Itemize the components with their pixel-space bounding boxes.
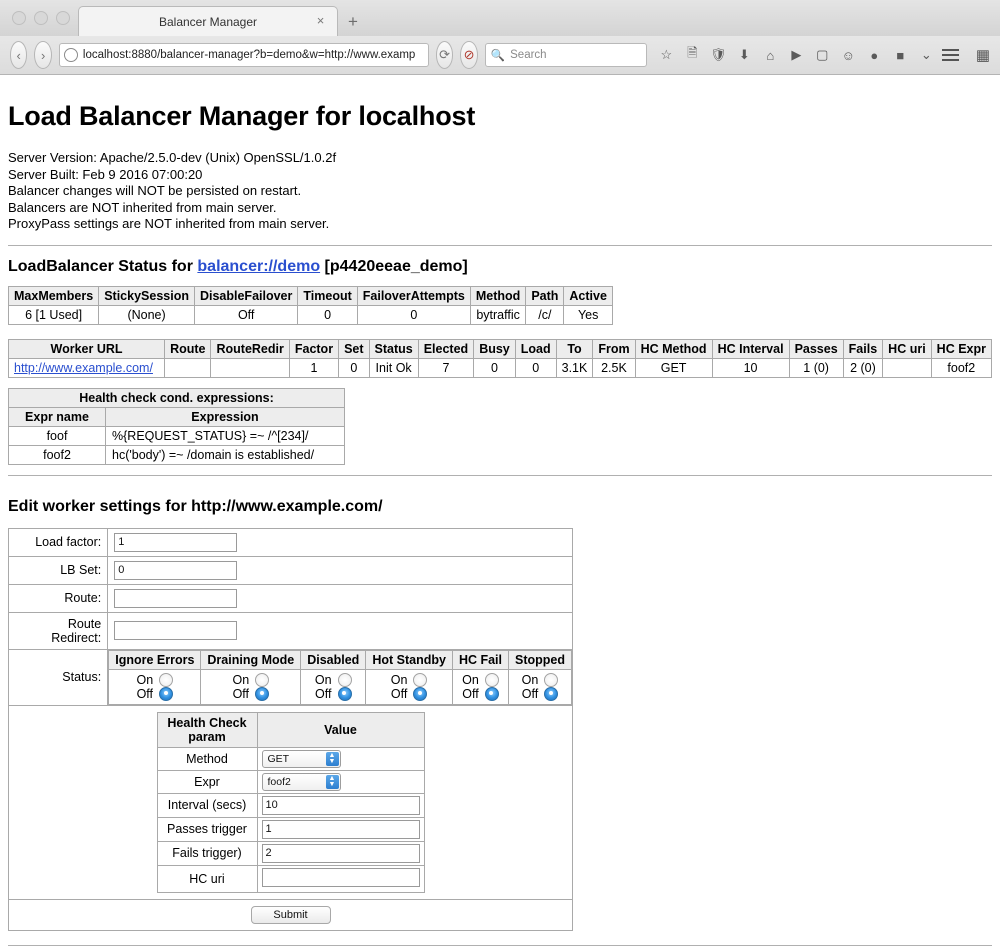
- cell-route: [165, 358, 211, 377]
- browser-chrome: [0, 0, 1000, 75]
- worker-settings-form: [8, 528, 573, 931]
- col-set: Set: [339, 339, 369, 358]
- radio-label-on: On: [521, 672, 539, 687]
- cell-fails: 2 (0): [843, 358, 883, 377]
- form-row-route: [9, 584, 573, 612]
- hc-method-select[interactable]: [262, 750, 341, 768]
- cell-disablefailover: Off: [194, 305, 297, 324]
- col-timeout: Timeout: [298, 286, 357, 305]
- menu-button[interactable]: [942, 49, 959, 61]
- radio-stopped-off[interactable]: [544, 687, 558, 701]
- bookmark-star-icon[interactable]: ☆: [660, 47, 673, 62]
- status-disabled: [301, 669, 366, 704]
- radio-hot-standby-on[interactable]: [413, 673, 427, 687]
- col-hc-fail: HC Fail: [452, 650, 508, 669]
- radio-group-hot-standby-on[interactable]: [372, 673, 446, 687]
- col-hc-expr: HC Expr: [931, 339, 991, 358]
- col-stopped: Stopped: [509, 650, 572, 669]
- radio-label-on: On: [232, 672, 250, 687]
- server-version: Server Version: Apache/2.5.0-dev (Unix) OpenSSL/1.0.2f: [8, 150, 337, 165]
- edit-worker-heading: Edit worker settings for http://www.example.com/: [8, 497, 383, 515]
- radio-label-on: On: [390, 672, 408, 687]
- col-worker-url: Worker URL: [9, 339, 165, 358]
- cell-hc-uri: [883, 358, 932, 377]
- hc-param-fails-cell: [257, 841, 424, 865]
- radio-group-disabled-on[interactable]: [307, 673, 359, 687]
- submit-button[interactable]: Submit: [251, 906, 331, 924]
- radio-label-on: On: [462, 672, 479, 687]
- cell-expression: hc('body') =~ /domain is established/: [106, 445, 345, 464]
- forward-button[interactable]: ›: [34, 41, 51, 69]
- radio-label-off: Off: [390, 686, 408, 701]
- hc-param-passes-cell: [257, 817, 424, 841]
- radio-label-on: On: [136, 672, 154, 687]
- hc-expr-caption: Health check cond. expressions:: [9, 388, 345, 407]
- hc-passes-input[interactable]: 1: [262, 820, 420, 839]
- hc-fails-input[interactable]: 2: [262, 844, 420, 863]
- table-row: [9, 305, 613, 324]
- hc-expr-value: foof2: [267, 775, 291, 788]
- col-expr-name: Expr name: [9, 407, 106, 426]
- cell-hc-interval: 10: [712, 358, 789, 377]
- radio-label-off: Off: [521, 686, 539, 701]
- battery-icon[interactable]: ■: [896, 47, 905, 63]
- balancer-heading-suffix: [p4420eeae_demo]: [324, 257, 468, 275]
- cell-stickysession: (None): [99, 305, 195, 324]
- window-controls[interactable]: [12, 11, 70, 25]
- address-bar[interactable]: [59, 43, 429, 67]
- hc-param-interval-label: Interval (secs): [157, 793, 257, 817]
- cell-maxmembers: 6 [1 Used]: [9, 305, 99, 324]
- col-hot-standby: Hot Standby: [366, 650, 453, 669]
- balancer-heading-prefix: LoadBalancer Status for: [8, 257, 193, 275]
- radio-group-draining-on[interactable]: [207, 673, 294, 687]
- tab-strip: [78, 0, 368, 36]
- worker-table: [8, 339, 992, 378]
- radio-group-ignore-errors-off[interactable]: [115, 687, 194, 701]
- radio-group-hot-standby-off[interactable]: [372, 687, 446, 701]
- status-grid: [108, 650, 572, 705]
- hc-param-uri-label: HC uri: [157, 865, 257, 892]
- table-row: [9, 358, 992, 377]
- col-fails: Fails: [843, 339, 883, 358]
- route-redirect-cell: [108, 612, 573, 649]
- persist-note: Balancer changes will NOT be persisted on restart.: [8, 183, 302, 198]
- table-row: [157, 865, 424, 892]
- health-check-expressions-table: [8, 388, 345, 465]
- home-icon[interactable]: ⌂: [766, 47, 775, 63]
- table-row: [157, 747, 424, 770]
- search-input[interactable]: Search: [510, 49, 547, 61]
- route-label: Route:: [9, 584, 108, 612]
- cell-factor: 1: [289, 358, 338, 377]
- radio-label-off: Off: [315, 686, 332, 701]
- status-cell: [108, 649, 573, 705]
- lb-set-label: LB Set:: [9, 556, 108, 584]
- hc-param-passes-label: Passes trigger: [157, 817, 257, 841]
- divider-top: [8, 245, 992, 246]
- page-content: [0, 75, 1000, 946]
- close-tab-icon[interactable]: ×: [316, 13, 325, 28]
- radio-group-stopped-off[interactable]: [515, 687, 565, 701]
- radio-draining-off[interactable]: [255, 687, 269, 701]
- col-status: Status: [369, 339, 418, 358]
- hc-param-fails-label: Fails trigger): [157, 841, 257, 865]
- radio-group-disabled-off[interactable]: [307, 687, 359, 701]
- hc-param-method-label: Method: [157, 747, 257, 770]
- inherit-note: Balancers are NOT inherited from main server.: [8, 199, 277, 215]
- cell-hc-method: GET: [635, 358, 712, 377]
- radio-ignore-errors-on[interactable]: [159, 673, 173, 687]
- radio-hc-fail-off[interactable]: [485, 687, 499, 701]
- library-icon[interactable]: ▦: [975, 47, 990, 64]
- close-window-button[interactable]: [12, 11, 26, 25]
- cell-expression: %{REQUEST_STATUS} =~ /^[234]/: [106, 426, 345, 445]
- col-hc-method: HC Method: [635, 339, 712, 358]
- table-header-row: [9, 407, 345, 426]
- hc-uri-input[interactable]: [262, 868, 420, 887]
- hc-expr-select[interactable]: [262, 773, 341, 791]
- col-to: To: [556, 339, 593, 358]
- status-radio-row: [109, 669, 572, 704]
- reload-button[interactable]: ⟳: [436, 41, 453, 69]
- cell-method: bytraffic: [470, 305, 525, 324]
- table-row: [157, 793, 424, 817]
- lb-set-cell: [108, 556, 573, 584]
- col-failoverattempts: FailoverAttempts: [357, 286, 470, 305]
- form-row-lb-set: [9, 556, 573, 584]
- cell-active: Yes: [564, 305, 613, 324]
- col-hc-value: Value: [257, 712, 424, 747]
- col-route: Route: [165, 339, 211, 358]
- status-ignore-errors: [109, 669, 201, 704]
- balancer-link[interactable]: balancer://demo: [197, 257, 321, 275]
- cell-to: 3.1K: [556, 358, 593, 377]
- col-ignore-errors: Ignore Errors: [109, 650, 201, 669]
- radio-disabled-on[interactable]: [338, 673, 352, 687]
- load-factor-input[interactable]: 1: [114, 533, 237, 552]
- hc-param-method-cell: [257, 747, 424, 770]
- hc-interval-input[interactable]: 10: [262, 796, 420, 815]
- cell-status: Init Ok: [369, 358, 418, 377]
- col-expression: Expression: [106, 407, 345, 426]
- route-input[interactable]: [114, 589, 237, 608]
- col-hc-uri: HC uri: [883, 339, 932, 358]
- table-row: [9, 426, 345, 445]
- search-bar[interactable]: [485, 43, 647, 67]
- cell-set: 0: [339, 358, 369, 377]
- hc-param-expr-cell: [257, 770, 424, 793]
- form-row-health-check: [9, 705, 573, 899]
- pocket-icon[interactable]: ▢: [816, 47, 829, 62]
- downloads-icon[interactable]: ⬇: [738, 47, 750, 62]
- radio-group-ignore-errors-on[interactable]: [115, 673, 194, 687]
- reader-view-icon[interactable]: 🗎: [687, 45, 698, 60]
- tab-balancer-manager[interactable]: [78, 6, 338, 36]
- col-stickysession: StickySession: [99, 286, 195, 305]
- route-redirect-label: Route Redirect:: [9, 612, 108, 649]
- divider-middle: [8, 475, 992, 476]
- col-hc-interval: HC Interval: [712, 339, 789, 358]
- proxypass-note: ProxyPass settings are NOT inherited from main server.: [8, 216, 330, 231]
- table-header-row: [9, 339, 992, 358]
- radio-group-hc-fail-off[interactable]: [459, 687, 502, 701]
- col-factor: Factor: [289, 339, 338, 358]
- col-hc-param: Health Check param: [157, 712, 257, 747]
- col-elected: Elected: [418, 339, 473, 358]
- radio-hc-fail-on[interactable]: [485, 673, 499, 687]
- balancer-status-heading: [8, 258, 992, 276]
- chevron-down-icon[interactable]: ⌄: [920, 47, 932, 62]
- radio-hot-standby-off[interactable]: [413, 687, 427, 701]
- toolbar-icons: [658, 47, 935, 64]
- col-disablefailover: DisableFailover: [194, 286, 297, 305]
- col-busy: Busy: [474, 339, 516, 358]
- col-draining-mode: Draining Mode: [201, 650, 301, 669]
- table-header-row: [157, 712, 424, 747]
- hc-param-interval-cell: [257, 793, 424, 817]
- col-routeredir: RouteRedir: [211, 339, 289, 358]
- form-row-status: [9, 649, 573, 705]
- cell-elected: 7: [418, 358, 473, 377]
- radio-group-hc-fail-on[interactable]: [459, 673, 502, 687]
- col-passes: Passes: [789, 339, 843, 358]
- cell-expr-name: foof2: [9, 445, 106, 464]
- col-path: Path: [526, 286, 564, 305]
- col-disabled: Disabled: [301, 650, 366, 669]
- col-maxmembers: MaxMembers: [9, 286, 99, 305]
- radio-draining-on[interactable]: [255, 673, 269, 687]
- hc-param-expr-label: Expr: [157, 770, 257, 793]
- radio-ignore-errors-off[interactable]: [159, 687, 173, 701]
- status-stopped: [509, 669, 572, 704]
- col-load: Load: [515, 339, 556, 358]
- radio-group-draining-off[interactable]: [207, 687, 294, 701]
- page-title: Load Balancer Manager for localhost: [8, 101, 476, 131]
- hc-method-value: GET: [267, 752, 290, 765]
- server-built: Server Built: Feb 9 2016 07:00:20: [8, 166, 203, 182]
- radio-label-off: Off: [462, 686, 479, 701]
- send-icon[interactable]: ▶: [791, 47, 802, 62]
- extension-icon[interactable]: ●: [870, 47, 879, 63]
- table-row: [157, 770, 424, 793]
- smiley-icon[interactable]: ☺: [841, 47, 855, 63]
- radio-label-off: Off: [136, 686, 154, 701]
- balancer-summary-table: [8, 286, 613, 325]
- health-check-cell: [9, 705, 573, 899]
- browser-titlebar: [0, 0, 1000, 36]
- minimize-window-button[interactable]: [34, 11, 48, 25]
- radio-group-stopped-on[interactable]: [515, 673, 565, 687]
- chevron-up-down-icon: ▲ ▼: [326, 752, 339, 766]
- hc-param-uri-cell: [257, 865, 424, 892]
- table-row: [9, 445, 345, 464]
- status-label: Status:: [9, 649, 108, 705]
- col-method: Method: [470, 286, 525, 305]
- new-tab-button[interactable]: +: [348, 11, 358, 31]
- cell-from: 2.5K: [593, 358, 635, 377]
- status-draining-mode: [201, 669, 301, 704]
- table-row: [157, 841, 424, 865]
- back-button[interactable]: ‹: [10, 41, 27, 69]
- form-row-submit: [9, 899, 573, 930]
- cell-hc-expr: foof2: [931, 358, 991, 377]
- server-info: [8, 150, 992, 233]
- col-active: Active: [564, 286, 613, 305]
- chevron-up-down-icon: ▲ ▼: [326, 775, 339, 789]
- load-factor-label: Load factor:: [9, 528, 108, 556]
- shield-icon[interactable]: 🛡: [710, 47, 727, 62]
- route-cell: [108, 584, 573, 612]
- cell-failoverattempts: 0: [357, 305, 470, 324]
- divider-bottom: [8, 945, 992, 946]
- form-row-route-redirect: [9, 612, 573, 649]
- tab-label: Balancer Manager: [158, 14, 258, 29]
- globe-icon: [64, 48, 78, 62]
- radio-stopped-on[interactable]: [544, 673, 558, 687]
- cell-path: /c/: [526, 305, 564, 324]
- radio-disabled-off[interactable]: [338, 687, 352, 701]
- content-blocked-icon[interactable]: ⊘: [460, 41, 477, 69]
- cell-load: 0: [515, 358, 556, 377]
- cell-passes: 1 (0): [789, 358, 843, 377]
- form-row-load-factor: [9, 528, 573, 556]
- radio-label-on: On: [314, 672, 332, 687]
- table-header-row: [9, 286, 613, 305]
- address-bar-text: localhost:8880/balancer-manager?b=demo&w=http://www.examp: [82, 49, 416, 61]
- radio-label-off: Off: [232, 686, 250, 701]
- status-hc-fail: [452, 669, 508, 704]
- worker-url-link[interactable]: http://www.example.com/: [14, 360, 153, 375]
- hc-expr-caption-row: [9, 388, 345, 407]
- zoom-window-button[interactable]: [56, 11, 70, 25]
- status-hot-standby: [366, 669, 453, 704]
- route-redirect-input[interactable]: [114, 621, 237, 640]
- cell-busy: 0: [474, 358, 516, 377]
- load-factor-cell: [108, 528, 573, 556]
- cell-worker-url[interactable]: [9, 358, 165, 377]
- submit-cell: [9, 899, 573, 930]
- cell-timeout: 0: [298, 305, 357, 324]
- cell-routeredir: [211, 358, 289, 377]
- navigation-toolbar: [0, 36, 1000, 74]
- status-header-row: [109, 650, 572, 669]
- cell-expr-name: foof: [9, 426, 106, 445]
- search-icon: 🔍: [490, 50, 506, 62]
- table-row: [157, 817, 424, 841]
- health-check-param-table: [157, 712, 425, 893]
- lb-set-input[interactable]: 0: [114, 561, 237, 580]
- col-from: From: [593, 339, 635, 358]
